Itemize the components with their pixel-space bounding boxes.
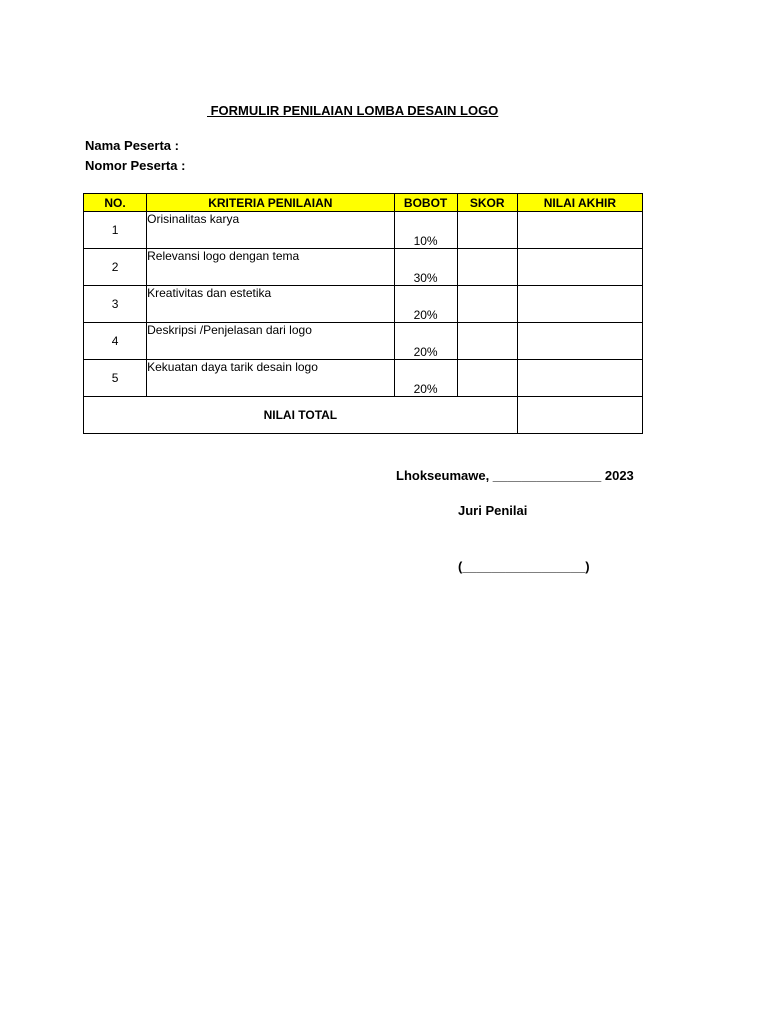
row-final-value-cell[interactable] <box>517 360 642 397</box>
row-number: 3 <box>84 286 147 323</box>
row-score-cell[interactable] <box>457 249 517 286</box>
header-score: SKOR <box>457 194 517 212</box>
row-weight: 20% <box>394 286 457 323</box>
row-number: 1 <box>84 212 147 249</box>
table-row <box>84 286 643 323</box>
row-weight: 20% <box>394 360 457 397</box>
row-score-cell[interactable] <box>457 286 517 323</box>
table-header-row <box>84 194 643 212</box>
row-number: 2 <box>84 249 147 286</box>
row-criteria: Relevansi logo dengan tema <box>147 249 394 286</box>
signature-name-line: (_________________) <box>458 559 590 574</box>
header-criteria: KRITERIA PENILAIAN <box>147 194 394 212</box>
total-value-cell[interactable] <box>517 397 642 434</box>
row-final-value-cell[interactable] <box>517 323 642 360</box>
form-title: FORMULIR PENILAIAN LOMBA DESAIN LOGO <box>207 103 499 118</box>
row-number: 5 <box>84 360 147 397</box>
row-score-cell[interactable] <box>457 212 517 249</box>
row-score-cell[interactable] <box>457 323 517 360</box>
total-row <box>84 397 643 434</box>
row-final-value-cell[interactable] <box>517 212 642 249</box>
row-criteria: Deskripsi /Penjelasan dari logo <box>147 323 394 360</box>
row-weight: 30% <box>394 249 457 286</box>
row-number: 4 <box>84 323 147 360</box>
row-weight: 10% <box>394 212 457 249</box>
table-row <box>84 212 643 249</box>
participant-name-label: Nama Peserta : <box>85 138 179 153</box>
row-final-value-cell[interactable] <box>517 286 642 323</box>
place-date-line: Lhokseumawe, _______________ 2023 <box>396 468 634 483</box>
row-criteria: Orisinalitas karya <box>147 212 394 249</box>
row-final-value-cell[interactable] <box>517 249 642 286</box>
header-weight: BOBOT <box>394 194 457 212</box>
table-row <box>84 249 643 286</box>
total-label: NILAI TOTAL <box>84 397 518 434</box>
row-criteria: Kekuatan daya tarik desain logo <box>147 360 394 397</box>
scoring-table <box>83 193 643 434</box>
header-final-value: NILAI AKHIR <box>517 194 642 212</box>
table-row <box>84 360 643 397</box>
table-row <box>84 323 643 360</box>
row-weight: 20% <box>394 323 457 360</box>
header-no: NO. <box>84 194 147 212</box>
row-score-cell[interactable] <box>457 360 517 397</box>
row-criteria: Kreativitas dan estetika <box>147 286 394 323</box>
participant-number-label: Nomor Peserta : <box>85 158 186 173</box>
judge-label: Juri Penilai <box>458 503 528 518</box>
